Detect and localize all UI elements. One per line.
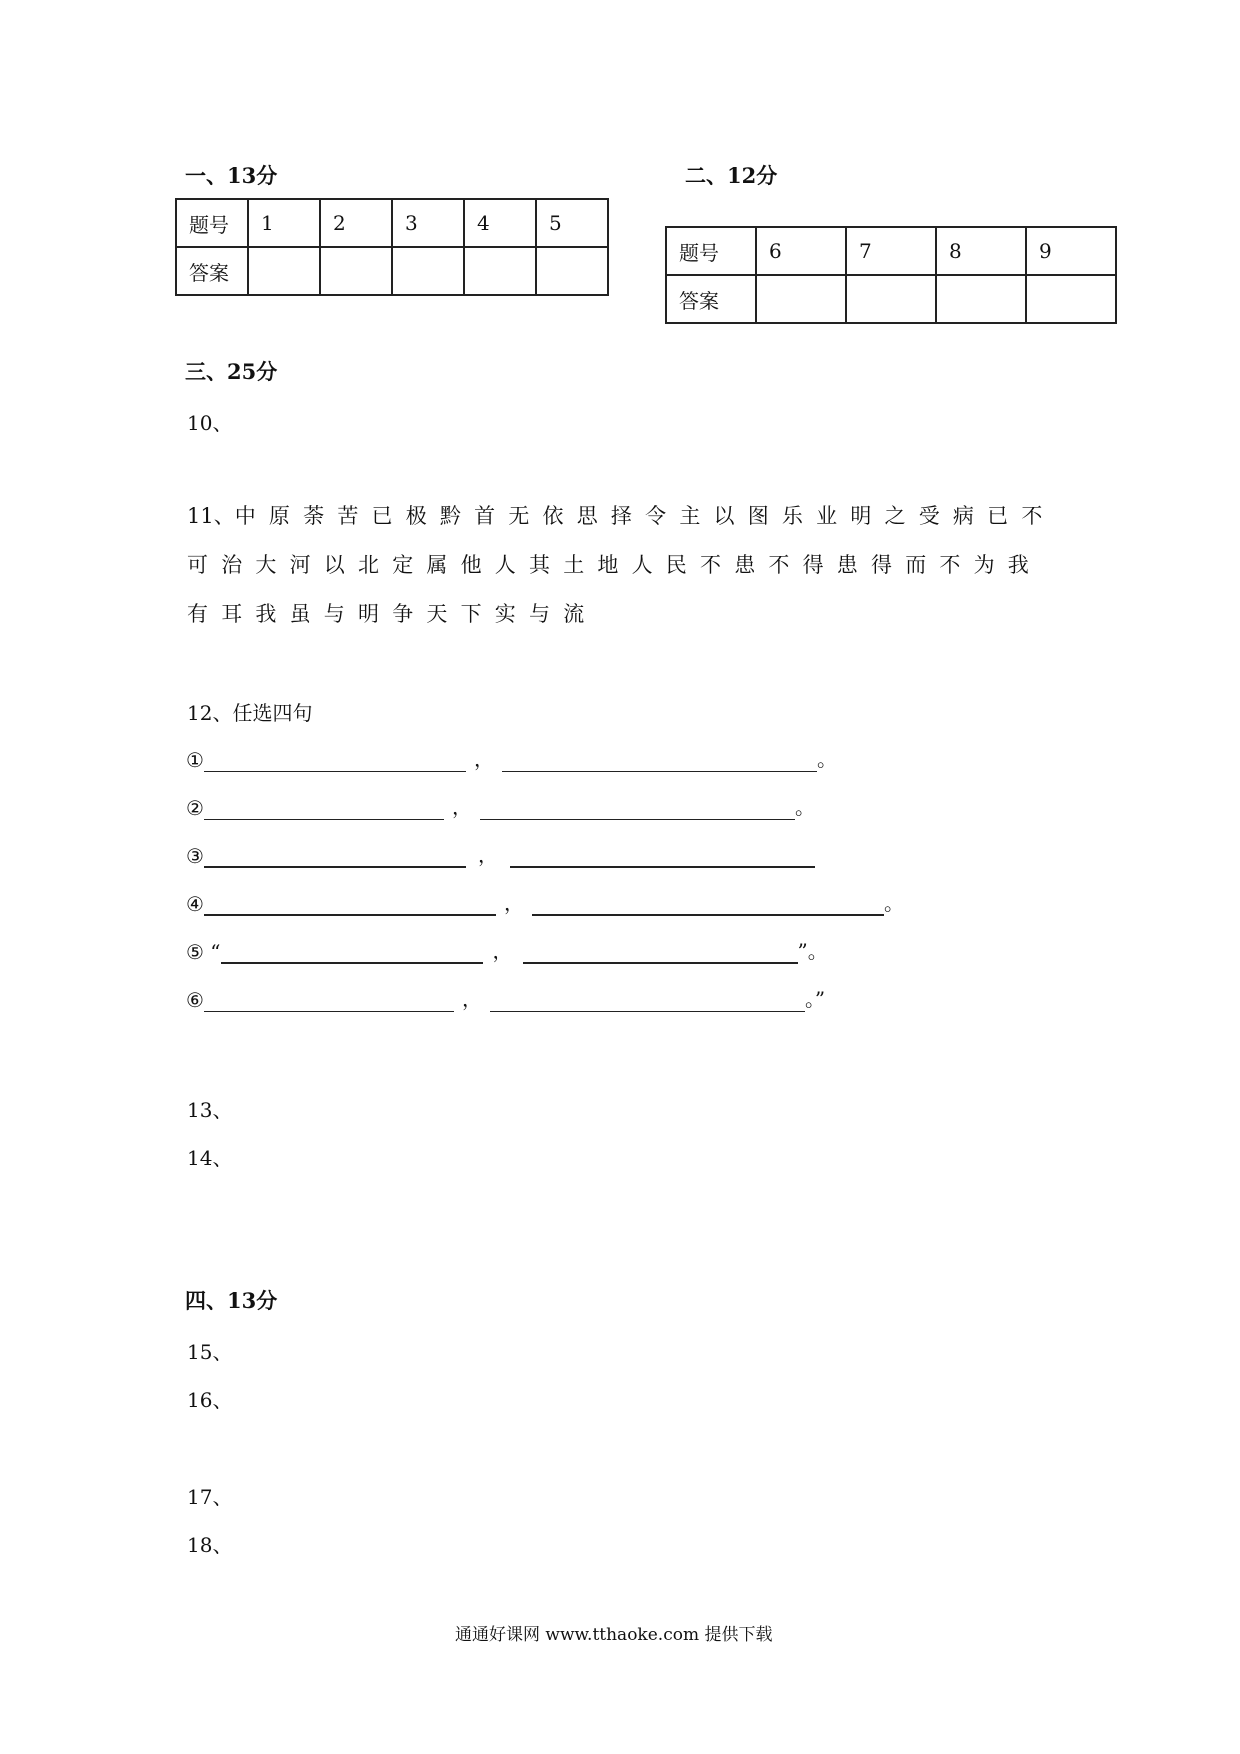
blank-input[interactable] bbox=[523, 940, 798, 964]
answer-cell[interactable] bbox=[248, 247, 320, 295]
table-number-cell: 4 bbox=[464, 199, 536, 247]
fill-blank-row bbox=[186, 792, 815, 820]
question-11-line-1: 中原荼苦已极黔首无依思择令主以图乐业明之受病已不 bbox=[234, 504, 1056, 528]
answer-cell[interactable] bbox=[756, 275, 846, 323]
blank-input[interactable] bbox=[204, 749, 466, 772]
table-answer-label: 答案 bbox=[666, 275, 756, 323]
blank-input[interactable] bbox=[221, 940, 483, 964]
table-number-cell: 5 bbox=[536, 199, 608, 247]
question-13-label: 13、 bbox=[187, 1098, 233, 1122]
fill-blank-row bbox=[186, 840, 815, 868]
answer-cell[interactable] bbox=[392, 247, 464, 295]
answer-cell[interactable] bbox=[1026, 275, 1116, 323]
table-number-cell: 7 bbox=[846, 227, 936, 275]
page-footer: 通通好课网 www.tthaoke.com 提供下载 bbox=[455, 1625, 773, 1645]
item-marker: ② bbox=[186, 796, 204, 820]
question-12-label: 12、任选四句 bbox=[187, 701, 313, 725]
table-header-label: 题号 bbox=[666, 227, 756, 275]
table-number-cell: 6 bbox=[756, 227, 846, 275]
answer-cell[interactable] bbox=[320, 247, 392, 295]
blank-input[interactable] bbox=[490, 989, 805, 1012]
table-answer-label: 答案 bbox=[176, 247, 248, 295]
item-marker: ③ bbox=[186, 844, 204, 868]
question-16-label: 16、 bbox=[187, 1388, 233, 1412]
table-number-cell: 2 bbox=[320, 199, 392, 247]
question-11-line-3: 有耳我虽与明争天下实与流 bbox=[187, 602, 598, 626]
fill-blank-row bbox=[186, 984, 825, 1012]
table-number-cell: 3 bbox=[392, 199, 464, 247]
table-number-cell: 1 bbox=[248, 199, 320, 247]
item-end: 。 bbox=[883, 891, 904, 915]
blank-input[interactable] bbox=[204, 797, 444, 820]
item-marker: ④ bbox=[186, 892, 204, 916]
section1-heading: 一、13分 bbox=[185, 163, 278, 188]
item-end: 。 bbox=[816, 747, 837, 771]
answer-cell[interactable] bbox=[936, 275, 1026, 323]
item-marker: ⑤ “ bbox=[186, 940, 221, 964]
item-marker: ① bbox=[186, 748, 204, 772]
fill-blank-row bbox=[186, 744, 837, 772]
table-number-cell: 8 bbox=[936, 227, 1026, 275]
question-10-label: 10、 bbox=[187, 411, 233, 435]
question-11-label: 11、 bbox=[187, 504, 235, 528]
table-header-label: 题号 bbox=[176, 199, 248, 247]
table-number-cell: 9 bbox=[1026, 227, 1116, 275]
question-17-label: 17、 bbox=[187, 1485, 233, 1509]
item-separator: ， bbox=[477, 843, 498, 867]
item-separator: ， bbox=[503, 891, 524, 915]
answer-cell[interactable] bbox=[846, 275, 936, 323]
item-separator: ， bbox=[473, 747, 494, 771]
answer-cell[interactable] bbox=[464, 247, 536, 295]
question-11-line-2: 可治大河以北定属他人其土地人民不患不得患得而不为我 bbox=[187, 553, 1042, 577]
item-separator: ， bbox=[451, 795, 472, 819]
question-11-text bbox=[187, 492, 1087, 639]
item-end: 。 bbox=[794, 795, 815, 819]
blank-input[interactable] bbox=[480, 797, 795, 820]
section2-heading: 二、12分 bbox=[685, 163, 778, 188]
section4-heading: 四、13分 bbox=[185, 1288, 278, 1313]
question-14-label: 14、 bbox=[187, 1146, 233, 1170]
section1-answer-table bbox=[175, 198, 609, 296]
item-end: 。” bbox=[804, 987, 826, 1011]
question-18-label: 18、 bbox=[187, 1533, 233, 1557]
item-separator: ， bbox=[461, 987, 482, 1011]
blank-input[interactable] bbox=[510, 844, 815, 868]
blank-input[interactable] bbox=[204, 892, 496, 916]
blank-input[interactable] bbox=[204, 844, 466, 868]
item-separator: ， bbox=[492, 939, 513, 963]
question-15-label: 15、 bbox=[187, 1340, 233, 1364]
item-marker: ⑥ bbox=[186, 988, 204, 1012]
section2-answer-table bbox=[665, 226, 1117, 324]
blank-input[interactable] bbox=[502, 749, 817, 772]
fill-blank-row bbox=[186, 936, 828, 964]
section3-heading: 三、25分 bbox=[185, 359, 278, 384]
blank-input[interactable] bbox=[532, 892, 884, 916]
fill-blank-row bbox=[186, 888, 904, 916]
answer-cell[interactable] bbox=[536, 247, 608, 295]
blank-input[interactable] bbox=[204, 989, 454, 1012]
item-end: ”。 bbox=[797, 939, 828, 963]
